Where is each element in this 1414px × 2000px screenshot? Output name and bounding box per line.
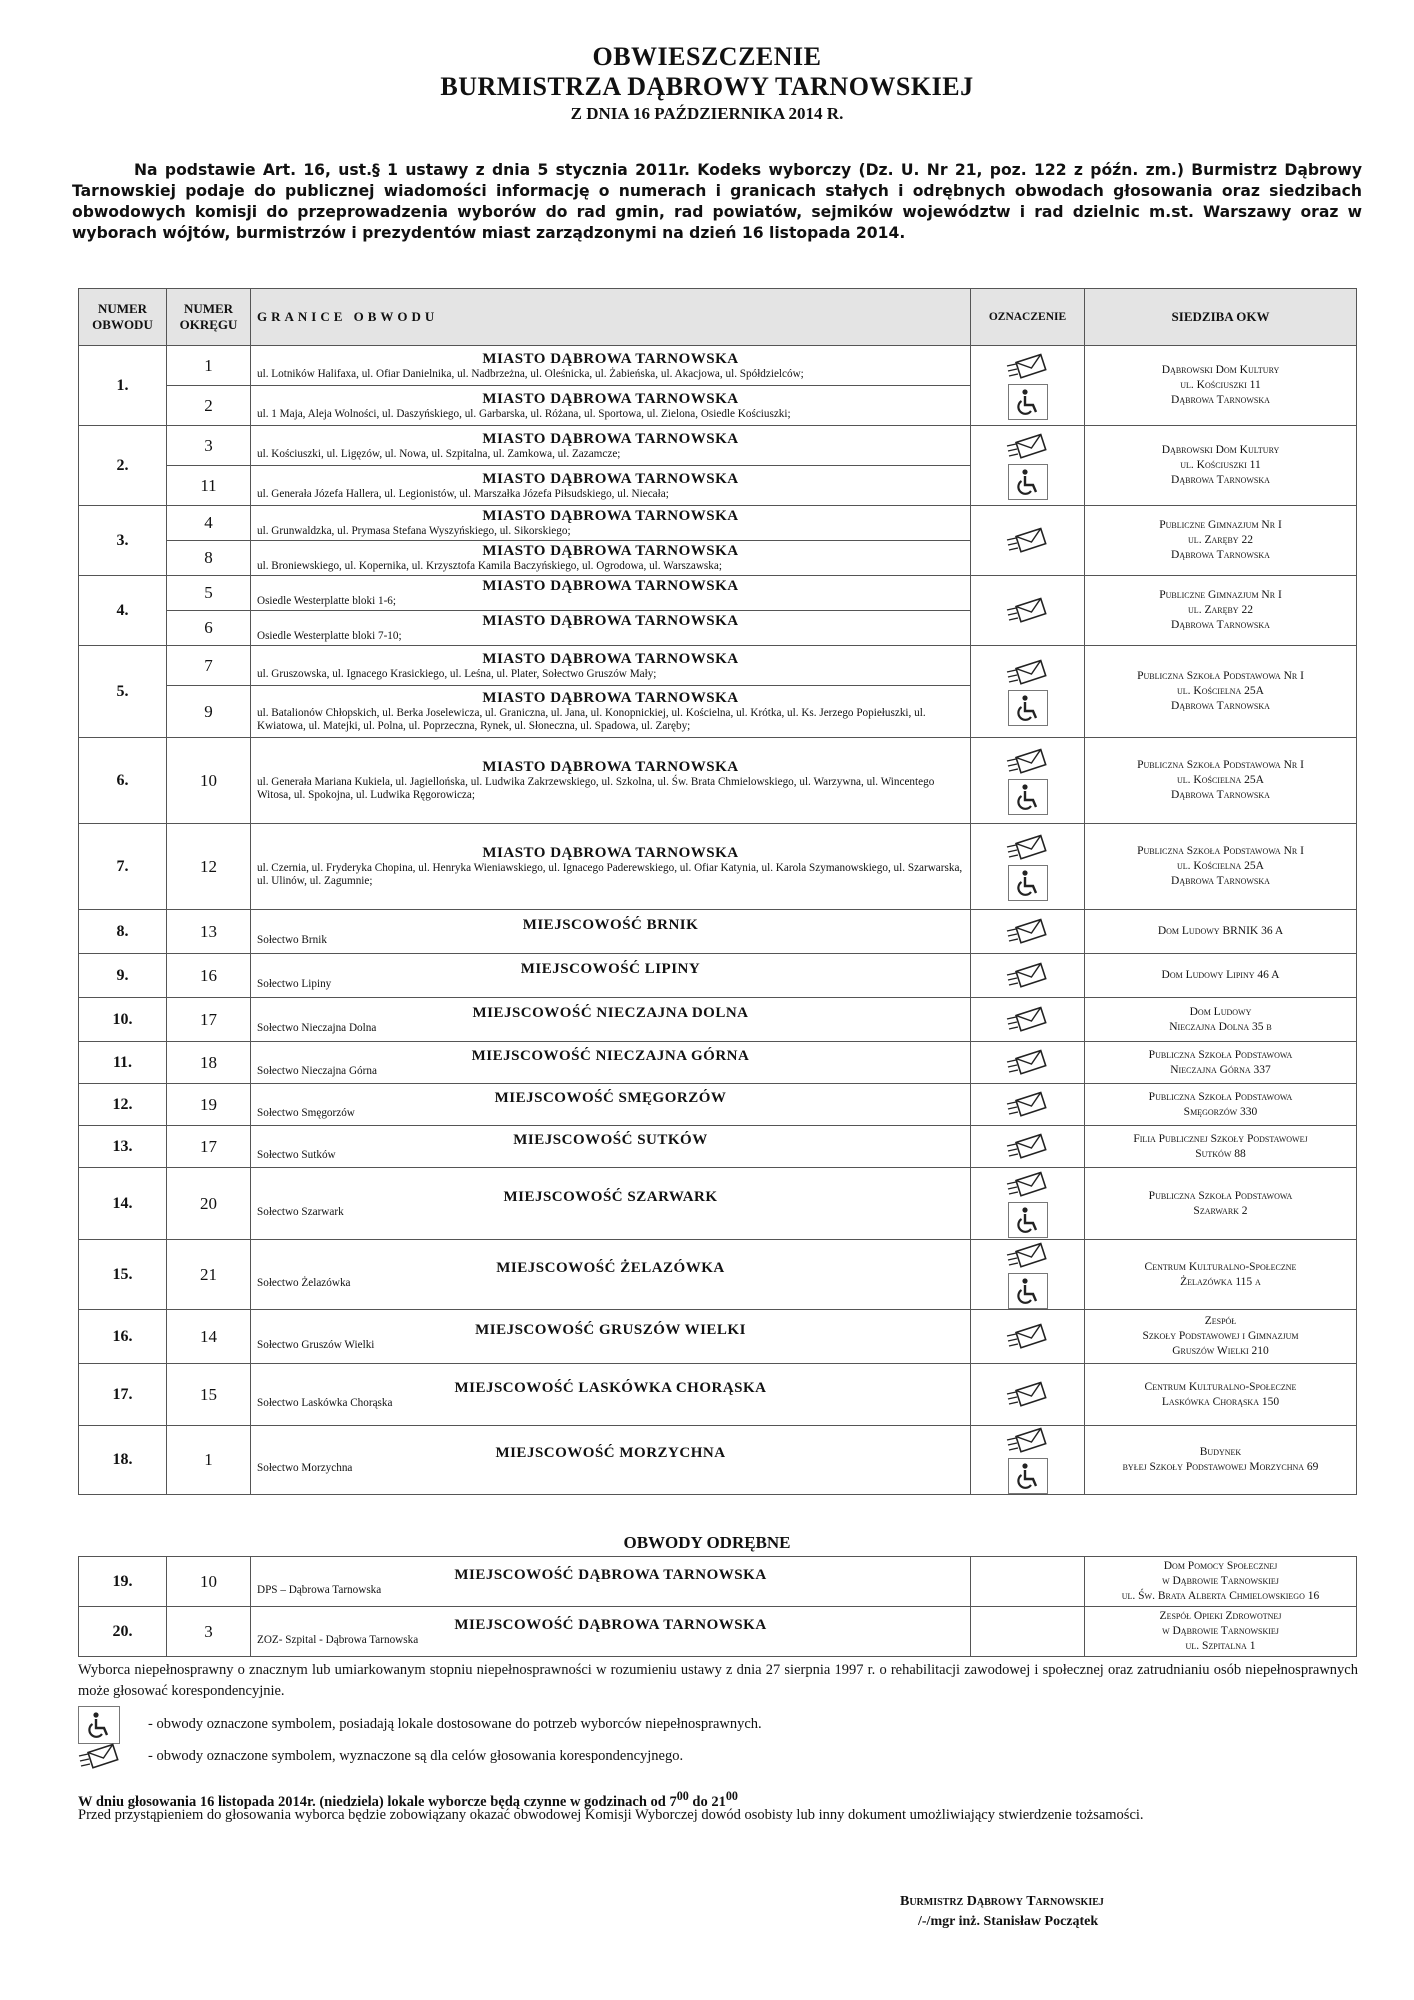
place-name: MIASTO DĄBROWA TARNOWSKA [482, 578, 739, 594]
district-boundaries [251, 1310, 971, 1364]
district-number: 18. [79, 1426, 167, 1495]
commission-seat-line: Dąbrowa Tarnowska [1171, 875, 1270, 887]
district-number: 9. [79, 954, 167, 998]
commission-seat-line: Żelazówka 115 a [1180, 1275, 1261, 1288]
wheelchair-icon [1013, 782, 1043, 812]
table-row [79, 1310, 1357, 1364]
commission-seat-line: ul. Kościelna 25A [1177, 860, 1264, 872]
commission-seat [1085, 1426, 1357, 1495]
wheelchair-icon-box [1008, 865, 1048, 901]
table-row [79, 1042, 1357, 1084]
header-oznaczenie: OZNACZENIE [971, 289, 1085, 346]
commission-seat [1085, 1084, 1357, 1126]
commission-seat-line: ul. Kościelna 25A [1177, 774, 1264, 786]
district-markings [971, 1364, 1085, 1426]
constituency-number: 16 [167, 954, 251, 998]
postal-vote-envelope-icon [1006, 747, 1050, 777]
constituency-number: 8 [167, 541, 251, 576]
place-name: MIEJSCOWOŚĆ NIECZAJNA DOLNA [472, 1004, 749, 1021]
commission-seat-line: Zespół [1204, 1315, 1237, 1327]
commission-seat-line: Dom Pomocy Społecznej [1163, 1560, 1278, 1572]
constituency-number: 12 [167, 824, 251, 910]
place-name: MIEJSCOWOŚĆ DĄBROWA TARNOWSKA [454, 1566, 767, 1583]
district-boundaries [251, 426, 971, 466]
disabled-voter-note: Wyborca niepełnosprawny o znacznym lub umiarkowanym stopniu niepełnosprawności w rozumieniu ustawy z dnia 27 sierpnia 1997 r. o rehabilitacji zawodowej i społecznej oraz zatrudnianiu osób niepełnosprawnych może głosować korespondencyjnie. [78, 1662, 1358, 1699]
commission-seat-line: ul. Kościuszki 11 [1180, 379, 1261, 391]
commission-seat-line: Zespół Opieki Zdrowotnej [1159, 1610, 1282, 1622]
constituency-number: 10 [167, 738, 251, 824]
district-boundaries [251, 954, 971, 998]
district-number: 14. [79, 1168, 167, 1240]
constituency-number: 3 [167, 1607, 251, 1657]
commission-seat [1085, 1607, 1357, 1657]
wheelchair-icon [1013, 1461, 1043, 1491]
commission-seat-line: Dąbrowa Tarnowska [1171, 619, 1270, 631]
street-list: ul. Grunwaldzka, ul. Prymasa Stefana Wyszyńskiego, ul. Sikorskiego; [257, 525, 571, 537]
header-nr-obwodu: NUMER OBWODU [79, 289, 167, 346]
separate-districts-title: OBWODY ODRĘBNE [623, 1533, 791, 1552]
street-list: ul. Czernia, ul. Fryderyka Chopina, ul. Henryka Wieniawskiego, ul. Ignacego Paderewskiego, ul. Ofiar Katynia, ul. Karola Szymanowskiego, ul. Szarwarska, ul. Ulinów, ul. Zagumnie; [257, 862, 963, 887]
table-row [79, 824, 1357, 910]
commission-seat-line: Publiczna Szkoła Podstawowa [1148, 1090, 1293, 1103]
legend-envelope-text: - obwody oznaczone symbolem, wyznaczone są dla celów głosowania korespondencyjnego. [148, 1748, 684, 1764]
commission-seat-line: byłej Szkoły Podstawowej Morzychna 69 [1122, 1461, 1319, 1473]
table-row [79, 1557, 1357, 1607]
district-number: 6. [79, 738, 167, 824]
place-name: MIASTO DĄBROWA TARNOWSKA [482, 350, 739, 367]
district-markings [971, 1168, 1085, 1240]
wheelchair-icon [1013, 868, 1043, 898]
district-boundaries [251, 541, 971, 576]
district-markings [971, 1126, 1085, 1168]
district-boundaries [251, 1557, 971, 1607]
postal-vote-envelope-icon [1006, 526, 1050, 556]
place-name: MIASTO DĄBROWA TARNOWSKA [482, 390, 739, 407]
commission-seat-line: Nieczajna Górna 337 [1170, 1063, 1271, 1076]
constituency-number: 4 [167, 506, 251, 541]
postal-vote-envelope-icon [1006, 1005, 1050, 1035]
commission-seat-line: Nieczajna Dolna 35 b [1169, 1020, 1272, 1033]
commission-seat [1085, 646, 1357, 738]
wheelchair-icon-box [1008, 1202, 1048, 1238]
place-name: MIEJSCOWOŚĆ GRUSZÓW WIELKI [475, 1321, 746, 1338]
commission-seat-line: ul. Kościuszki 11 [1180, 459, 1261, 471]
district-number: 2. [79, 426, 167, 506]
commission-seat-line: Szkoły Podstawowej i Gimnazjum [1142, 1330, 1299, 1342]
place-name: MIEJSCOWOŚĆ SZARWARK [503, 1188, 718, 1205]
constituency-number: 1 [167, 1426, 251, 1495]
table-row [79, 1426, 1357, 1495]
place-name: MIEJSCOWOŚĆ SUTKÓW [513, 1131, 708, 1148]
notice-issuer: BURMISTRZA DĄBROWY TARNOWSKIEJ [440, 72, 974, 101]
wheelchair-icon [1013, 1205, 1043, 1235]
street-list: Sołectwo Lipiny [257, 977, 332, 990]
constituency-number: 2 [167, 386, 251, 426]
constituency-number: 7 [167, 646, 251, 686]
header-granice: GRANICE OBWODU [251, 289, 971, 346]
table-row [79, 738, 1357, 824]
district-markings [971, 1310, 1085, 1364]
commission-seat-line: Dom Ludowy [1189, 1005, 1252, 1018]
constituency-number: 17 [167, 1126, 251, 1168]
street-list: Osiedle Westerplatte bloki 1-6; [257, 595, 397, 607]
place-name: MIEJSCOWOŚĆ LASKÓWKA CHORĄSKA [454, 1379, 767, 1396]
district-number: 4. [79, 576, 167, 646]
commission-seat-line: w Dąbrowie Tarnowskiej [1162, 1575, 1279, 1587]
header-nr-okregu: NUMER OKRĘGU [167, 289, 251, 346]
commission-seat [1085, 346, 1357, 426]
district-markings [971, 426, 1085, 506]
commission-seat-line: Publiczna Szkoła Podstawowa Nr I [1137, 845, 1304, 857]
wheelchair-icon [1013, 1276, 1043, 1306]
commission-seat [1085, 1310, 1357, 1364]
street-list: Sołectwo Sutków [257, 1148, 336, 1161]
wheelchair-icon [1013, 387, 1043, 417]
table-row [79, 954, 1357, 998]
wheelchair-icon [1013, 467, 1043, 497]
commission-seat-line: Dąbrowski Dom Kultury [1161, 364, 1280, 376]
commission-seat [1085, 824, 1357, 910]
postal-vote-envelope-icon [1006, 352, 1050, 382]
district-number: 19. [79, 1557, 167, 1607]
street-list: Sołectwo Brnik [257, 933, 327, 946]
commission-seat-line: ul. Kościelna 25A [1177, 685, 1264, 697]
commission-seat [1085, 1042, 1357, 1084]
street-list: Sołectwo Żelazówka [257, 1276, 351, 1289]
place-name: MIEJSCOWOŚĆ MORZYCHNA [495, 1445, 726, 1461]
district-markings [971, 576, 1085, 646]
street-list: ul. Generała Józefa Hallera, ul. Legionistów, ul. Marszałka Józefa Piłsudskiego, ul. Niecała; [257, 487, 669, 500]
district-number: 3. [79, 506, 167, 576]
constituency-number: 3 [167, 426, 251, 466]
district-boundaries [251, 738, 971, 824]
intro-paragraph: Na podstawie Art. 16, ust.§ 1 ustawy z dnia 5 stycznia 2011r. Kodeks wyborczy (Dz. U. Nr 21, poz. 122 z późn. zm.) Burmistrz Dąbrowy Tarnowskiej podaje do publicznej wiadomości informację o numerach i granicach stałych i odrębnych obwodach głosowania oraz siedzibach obwodowych komisji do przeprowadzenia wyborów do rad gmin, rad powiatów, sejmików województw i rad dzielnic m.st. Warszawy oraz w wyborach wójtów, burmistrzów i prezydentów miast zarządzonymi na dzień 16 listopada 2014. [72, 161, 1362, 242]
signature-name: /-/mgr inż. Stanisław Początek [918, 1914, 1099, 1929]
commission-seat-line: w Dąbrowie Tarnowskiej [1162, 1625, 1279, 1637]
commission-seat [1085, 1168, 1357, 1240]
commission-seat-line: Centrum Kulturalno-Społeczne [1144, 1260, 1297, 1273]
constituency-number: 21 [167, 1240, 251, 1310]
place-name: MIASTO DĄBROWA TARNOWSKA [482, 543, 739, 559]
commission-seat-line: ul. Zaręby 22 [1188, 604, 1253, 616]
district-number: 8. [79, 910, 167, 954]
place-name: MIASTO DĄBROWA TARNOWSKA [482, 690, 739, 706]
street-list: ul. Generała Mariana Kukiela, ul. Jagiellońska, ul. Ludwika Zakrzewskiego, ul. Szkolna, ul. Św. Brata Chmielowskiego, ul. Warzywna, ul. Wincentego Witosa, ul. Spokojna, ul. Ludwika Ręgorowicza; [257, 776, 935, 801]
voting-hours-end-min: 00 [725, 1789, 738, 1803]
postal-vote-envelope-icon [1006, 1048, 1050, 1078]
district-markings [971, 646, 1085, 738]
table-header-row [79, 289, 1357, 346]
postal-vote-envelope-icon [1006, 1132, 1050, 1162]
place-name: MIASTO DĄBROWA TARNOWSKA [482, 508, 739, 524]
id-requirement-note: Przed przystąpieniem do głosowania wyborca będzie zobowiązany okazać obwodowej Komisji Wyborczej dowód osobisty lub inny dokument umożliwiający stwierdzenie tożsamości. [78, 1807, 1144, 1823]
districts-table [78, 288, 1357, 1495]
district-number: 7. [79, 824, 167, 910]
commission-seat [1085, 738, 1357, 824]
commission-seat-line: ul. Św. Brata Alberta Chmielowskiego 16 [1121, 1590, 1320, 1602]
commission-seat [1085, 506, 1357, 576]
place-name: MIASTO DĄBROWA TARNOWSKA [482, 845, 739, 861]
constituency-number: 11 [167, 466, 251, 506]
constituency-number: 17 [167, 998, 251, 1042]
street-list: ul. Lotników Halifaxa, ul. Ofiar Danielnika, ul. Nadbrzeżna, ul. Oleśnicka, ul. Żabieńska, ul. Akacjowa, ul. Spółdzielców; [257, 367, 804, 380]
district-boundaries [251, 1426, 971, 1495]
district-markings [971, 738, 1085, 824]
district-markings [971, 824, 1085, 910]
commission-seat [1085, 1557, 1357, 1607]
district-number: 12. [79, 1084, 167, 1126]
place-name: MIASTO DĄBROWA TARNOWSKA [482, 470, 739, 487]
wheelchair-icon [1013, 693, 1043, 723]
constituency-number: 10 [167, 1557, 251, 1607]
district-markings [971, 1426, 1085, 1495]
street-list: DPS – Dąbrowa Tarnowska [257, 1583, 382, 1596]
place-name: MIEJSCOWOŚĆ LIPINY [520, 960, 701, 977]
district-boundaries [251, 1084, 971, 1126]
commission-seat-line: Smęgorzów 330 [1183, 1105, 1258, 1118]
district-markings [971, 998, 1085, 1042]
commission-seat-line: Publiczna Szkoła Podstawowa Nr I [1137, 759, 1304, 771]
district-boundaries [251, 910, 971, 954]
constituency-number: 5 [167, 576, 251, 611]
district-markings [971, 1607, 1085, 1657]
district-boundaries [251, 998, 971, 1042]
postal-vote-envelope-icon [1006, 658, 1050, 688]
table-row [79, 646, 1357, 686]
postal-vote-envelope-icon [1006, 1426, 1050, 1456]
place-name: MIEJSCOWOŚĆ DĄBROWA TARNOWSKA [454, 1616, 767, 1633]
commission-seat-line: Publiczna Szkoła Podstawowa [1148, 1048, 1293, 1061]
table-row [79, 346, 1357, 386]
district-markings [971, 346, 1085, 426]
table-row [79, 1168, 1357, 1240]
commission-seat [1085, 1364, 1357, 1426]
commission-seat-line: Publiczne Gimnazjum Nr I [1159, 519, 1282, 531]
commission-seat-line: Budynek [1199, 1446, 1242, 1458]
district-boundaries [251, 1042, 971, 1084]
street-list: ul. Gruszowska, ul. Ignacego Krasickiego, ul. Leśna, ul. Plater, Sołectwo Gruszów Mały; [257, 667, 657, 680]
street-list: ul. Kościuszki, ul. Ligęzów, ul. Nowa, ul. Szpitalna, ul. Zamkowa, ul. Zazamcze; [257, 447, 621, 460]
commission-seat-line: Szarwark 2 [1193, 1204, 1248, 1217]
commission-seat-line: Sutków 88 [1195, 1147, 1246, 1160]
notice-date: Z DNIA 16 PAŹDZIERNIKA 2014 R. [570, 104, 844, 123]
district-boundaries [251, 646, 971, 686]
commission-seat-line: Publiczna Szkoła Podstawowa [1148, 1189, 1293, 1202]
place-name: MIASTO DĄBROWA TARNOWSKA [482, 759, 739, 775]
place-name: MIEJSCOWOŚĆ ŻELAZÓWKA [496, 1259, 725, 1276]
district-number: 13. [79, 1126, 167, 1168]
street-list: Sołectwo Gruszów Wielki [257, 1338, 375, 1351]
district-markings [971, 1084, 1085, 1126]
commission-seat-line: Publiczna Szkoła Podstawowa Nr I [1137, 670, 1304, 682]
postal-vote-envelope-icon [1006, 833, 1050, 863]
table-row [79, 910, 1357, 954]
street-list: ul. Batalionów Chłopskich, ul. Berka Joselewicza, ul. Graniczna, ul. Jana, ul. Konopnickiej, ul. Kościelna, ul. Krótka, ul. Ks. Jerzego Popiełuszki, ul. Kwiatowa, ul. Matejki, ul. Polna, ul. Poprzeczna, Rynek, ul. Słoneczna, ul. Spadowa, ul. Zaręby; [257, 707, 926, 732]
district-boundaries [251, 1168, 971, 1240]
district-boundaries [251, 466, 971, 506]
district-number: 15. [79, 1240, 167, 1310]
place-name: MIASTO DĄBROWA TARNOWSKA [482, 430, 739, 447]
district-boundaries [251, 1126, 971, 1168]
wheelchair-icon-box [1008, 464, 1048, 500]
district-boundaries [251, 1607, 971, 1657]
district-boundaries [251, 386, 971, 426]
commission-seat-line: Dom Ludowy Lipiny 46 A [1161, 969, 1280, 981]
legend-wheelchair-text: - obwody oznaczone symbolem, posiadają lokale dostosowane do potrzeb wyborców niepełnosprawnych. [148, 1716, 762, 1732]
wheelchair-icon-box [1008, 1273, 1048, 1309]
postal-vote-envelope-icon [1006, 596, 1050, 626]
district-number: 11. [79, 1042, 167, 1084]
commission-seat-line: ul. Zaręby 22 [1188, 534, 1253, 546]
place-name: MIASTO DĄBROWA TARNOWSKA [482, 650, 739, 667]
table-row [79, 1607, 1357, 1657]
district-markings [971, 1240, 1085, 1310]
commission-seat-line: Laskówka Chorąska 150 [1161, 1395, 1280, 1408]
street-list: Sołectwo Laskówka Chorąska [257, 1396, 393, 1409]
table-row [79, 998, 1357, 1042]
postal-vote-envelope-icon [1006, 1090, 1050, 1120]
district-boundaries [251, 576, 971, 611]
constituency-number: 9 [167, 686, 251, 738]
district-markings [971, 954, 1085, 998]
district-boundaries [251, 506, 971, 541]
place-name: MIEJSCOWOŚĆ SMĘGORZÓW [494, 1089, 727, 1106]
constituency-number: 19 [167, 1084, 251, 1126]
district-markings [971, 506, 1085, 576]
district-markings [971, 1557, 1085, 1607]
district-number: 5. [79, 646, 167, 738]
separate-districts-table [78, 1556, 1357, 1657]
notice-title: OBWIESZCZENIE [592, 42, 822, 71]
constituency-number: 1 [167, 346, 251, 386]
district-number: 17. [79, 1364, 167, 1426]
commission-seat-line: Dąbrowa Tarnowska [1171, 394, 1270, 406]
commission-seat-line: Dąbrowa Tarnowska [1171, 549, 1270, 561]
street-list: Sołectwo Nieczajna Górna [257, 1064, 377, 1077]
commission-seat [1085, 954, 1357, 998]
postal-vote-envelope-icon [1006, 961, 1050, 991]
district-boundaries [251, 1240, 971, 1310]
street-list: Sołectwo Smęgorzów [257, 1106, 355, 1119]
district-boundaries [251, 611, 971, 646]
commission-seat-line: Dąbrowa Tarnowska [1171, 474, 1270, 486]
street-list: Sołectwo Szarwark [257, 1205, 344, 1218]
postal-vote-envelope-icon [1006, 1241, 1050, 1271]
wheelchair-icon-box [1008, 1458, 1048, 1494]
table-row [79, 506, 1357, 541]
voting-hours-text: W dniu głosowania 16 listopada 2014r. (niedziela) lokale wyborcze będą czynne w godzinach od 7 [78, 1793, 677, 1810]
signature-title: Burmistrz Dąbrowy Tarnowskiej [900, 1894, 1104, 1909]
table-row [79, 1240, 1357, 1310]
wheelchair-icon-box [1008, 779, 1048, 815]
commission-seat-line: Dąbrowa Tarnowska [1171, 700, 1270, 712]
commission-seat-line: Dąbrowa Tarnowska [1171, 789, 1270, 801]
commission-seat [1085, 426, 1357, 506]
voting-hours-start-min: 00 [676, 1789, 689, 1803]
commission-seat-line: Filia Publicznej Szkoły Podstawowej [1133, 1132, 1308, 1145]
postal-vote-envelope-icon [1006, 432, 1050, 462]
district-markings [971, 910, 1085, 954]
table-row [79, 1084, 1357, 1126]
postal-vote-envelope-icon [1006, 1322, 1050, 1352]
commission-seat-line: Publiczne Gimnazjum Nr I [1159, 589, 1282, 601]
constituency-number: 13 [167, 910, 251, 954]
district-number: 1. [79, 346, 167, 426]
place-name: MIASTO DĄBROWA TARNOWSKA [482, 613, 739, 629]
commission-seat-line: ul. Szpitalna 1 [1185, 1640, 1256, 1652]
district-markings [971, 1042, 1085, 1084]
commission-seat-line: Gruszów Wielki 210 [1172, 1345, 1269, 1357]
district-number: 10. [79, 998, 167, 1042]
postal-vote-envelope-icon [1006, 917, 1050, 947]
postal-vote-envelope-icon [1006, 1170, 1050, 1200]
district-boundaries [251, 346, 971, 386]
district-boundaries [251, 824, 971, 910]
postal-vote-envelope-icon [1006, 1380, 1050, 1410]
commission-seat [1085, 576, 1357, 646]
place-name: MIEJSCOWOŚĆ BRNIK [522, 916, 699, 933]
place-name: MIEJSCOWOŚĆ NIECZAJNA GÓRNA [471, 1047, 750, 1064]
street-list: ul. Broniewskiego, ul. Kopernika, ul. Krzysztofa Kamila Baczyńskiego, ul. Ogrodowa, ul. Warszawska; [257, 560, 722, 572]
voting-hours-mid: do 21 [688, 1793, 726, 1810]
district-boundaries [251, 1364, 971, 1426]
wheelchair-icon [84, 1710, 114, 1740]
street-list: ZOZ- Szpital - Dąbrowa Tarnowska [257, 1633, 419, 1646]
commission-seat-line: Dom Ludowy BRNIK 36 A [1157, 925, 1284, 937]
constituency-number: 18 [167, 1042, 251, 1084]
commission-seat-line: Centrum Kulturalno-Społeczne [1144, 1380, 1297, 1393]
table-row [79, 1364, 1357, 1426]
constituency-number: 6 [167, 611, 251, 646]
wheelchair-icon-box [1008, 690, 1048, 726]
commission-seat [1085, 1240, 1357, 1310]
commission-seat [1085, 1126, 1357, 1168]
legend-wheelchair-box [78, 1706, 120, 1744]
constituency-number: 15 [167, 1364, 251, 1426]
wheelchair-icon-box [1008, 384, 1048, 420]
table-row [79, 576, 1357, 611]
street-list: Sołectwo Nieczajna Dolna [257, 1021, 377, 1034]
commission-seat-line: Dąbrowski Dom Kultury [1161, 444, 1280, 456]
district-boundaries [251, 686, 971, 738]
table-row [79, 1126, 1357, 1168]
street-list: ul. 1 Maja, Aleja Wolności, ul. Daszyńskiego, ul. Garbarska, ul. Różana, ul. Sportowa, ul. Zielona, Osiedle Kościuszki; [257, 407, 791, 420]
street-list: Osiedle Westerplatte bloki 7-10; [257, 630, 402, 642]
header-siedziba: SIEDZIBA OKW [1085, 289, 1357, 346]
constituency-number: 14 [167, 1310, 251, 1364]
street-list: Sołectwo Morzychna [257, 1462, 353, 1474]
commission-seat [1085, 910, 1357, 954]
table-row [79, 426, 1357, 466]
district-number: 20. [79, 1607, 167, 1657]
commission-seat [1085, 998, 1357, 1042]
district-number: 16. [79, 1310, 167, 1364]
postal-vote-envelope-icon [78, 1742, 122, 1772]
constituency-number: 20 [167, 1168, 251, 1240]
